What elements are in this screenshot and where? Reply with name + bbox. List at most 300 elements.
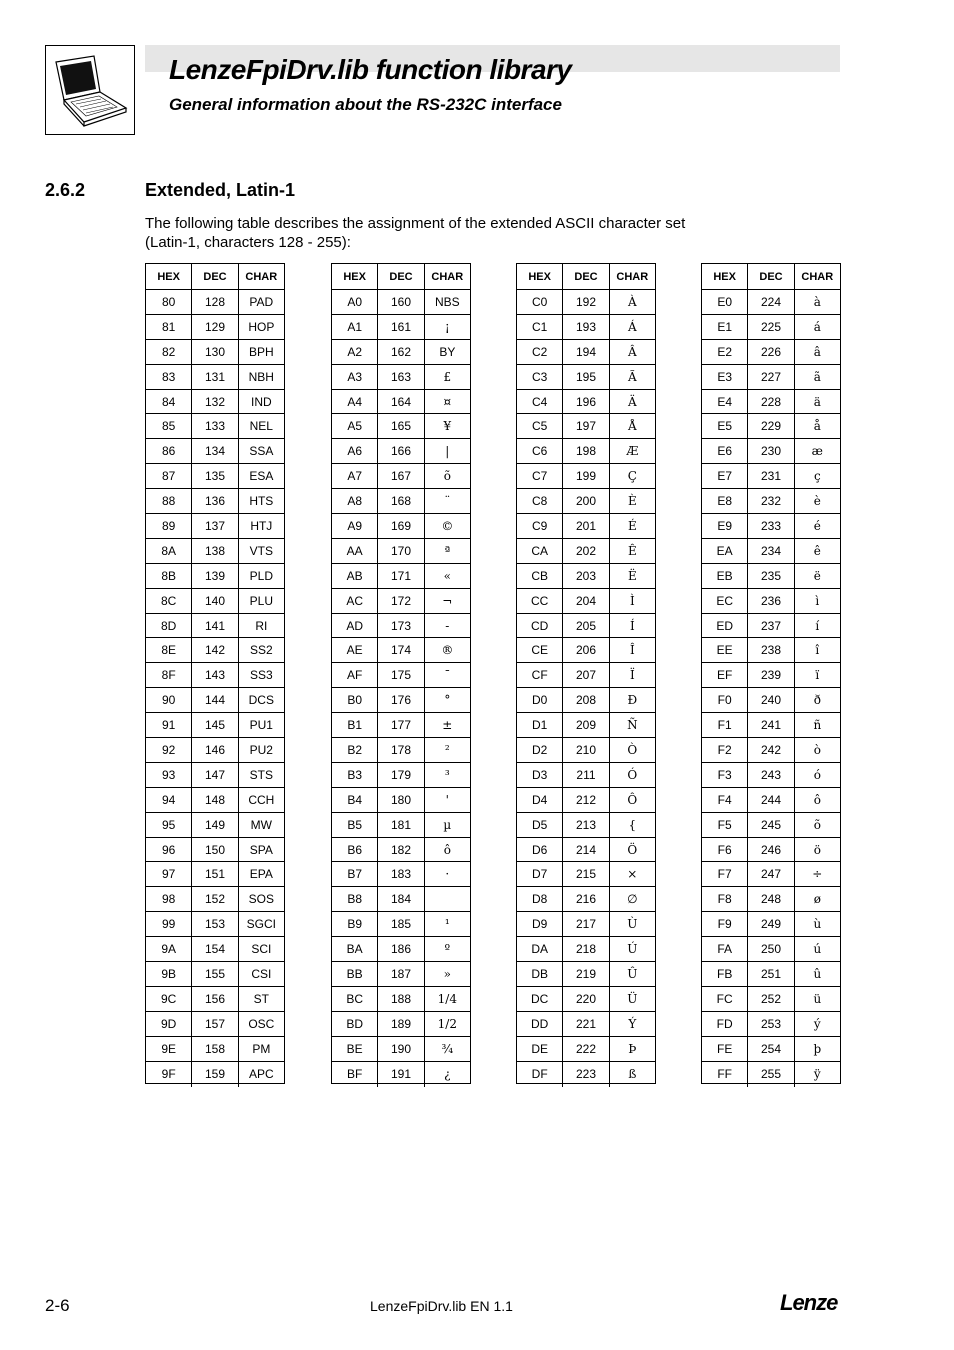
dec-cell: 232	[747, 489, 793, 513]
table-row	[332, 713, 470, 738]
hex-cell: B7	[347, 867, 362, 882]
char-cell: ¤	[424, 390, 470, 414]
hex-cell: FC	[716, 991, 733, 1006]
dec-cell: 206	[562, 638, 608, 662]
char-cell: ý	[794, 1012, 840, 1036]
dec-cell: 162	[377, 340, 423, 364]
dec-cell: 255	[747, 1062, 793, 1087]
table-row	[517, 813, 655, 838]
char-cell: ÷	[794, 862, 840, 886]
hex-cell: F4	[717, 792, 732, 807]
table-row	[146, 987, 284, 1012]
hex-cell: F6	[717, 842, 732, 857]
char-cell: Í	[609, 614, 655, 638]
char-cell: í	[794, 614, 840, 638]
table-row	[146, 688, 284, 713]
table-row	[332, 414, 470, 439]
hex-cell: B2	[347, 742, 362, 757]
hex-cell: 9F	[161, 1067, 176, 1082]
dec-cell: 151	[191, 862, 237, 886]
hex-cell: EC	[716, 593, 733, 608]
char-cell: Ö	[609, 838, 655, 862]
hex-cell: CE	[531, 643, 548, 658]
dec-cell: 234	[747, 539, 793, 563]
table-row	[146, 813, 284, 838]
char-cell: HTS	[238, 489, 284, 513]
dec-cell: 218	[562, 937, 608, 961]
dec-cell: 195	[562, 365, 608, 389]
hex-cell: 8A	[161, 543, 176, 558]
hex-cell: FB	[716, 966, 733, 981]
dec-cell: 194	[562, 340, 608, 364]
char-cell: ±	[424, 713, 470, 737]
dec-cell: 236	[747, 589, 793, 613]
table-row	[146, 414, 284, 439]
char-cell: Ô	[609, 788, 655, 812]
table-row	[146, 464, 284, 489]
dec-cell: 208	[562, 688, 608, 712]
dec-cell: 215	[562, 862, 608, 886]
hex-cell: AE	[346, 643, 363, 658]
table-row	[332, 390, 470, 415]
dec-cell: 185	[377, 912, 423, 936]
table-row	[702, 514, 840, 539]
hex-cell: FF	[717, 1067, 732, 1082]
hex-cell: B5	[347, 817, 362, 832]
hex-cell: BC	[346, 991, 363, 1006]
dec-cell: 154	[191, 937, 237, 961]
table-row	[332, 987, 470, 1012]
dec-cell: 141	[191, 614, 237, 638]
table-row	[146, 439, 284, 464]
table-row	[332, 365, 470, 390]
hex-cell: E0	[717, 294, 732, 309]
column-header: CHAR	[609, 264, 655, 289]
table-row	[332, 937, 470, 962]
hex-cell: A1	[347, 319, 362, 334]
hex-cell: 9B	[161, 966, 176, 981]
table-row	[702, 489, 840, 514]
table-row	[517, 887, 655, 912]
dec-cell: 243	[747, 763, 793, 787]
hex-cell: D3	[531, 767, 548, 782]
char-cell: Ï	[609, 663, 655, 687]
dec-cell: 167	[377, 464, 423, 488]
table-row	[332, 912, 470, 937]
hex-cell: 87	[161, 469, 176, 484]
table-row	[702, 962, 840, 987]
hex-cell: D9	[531, 917, 548, 932]
char-cell: »	[424, 962, 470, 986]
dec-cell: 246	[747, 838, 793, 862]
dec-cell: 199	[562, 464, 608, 488]
hex-cell: EF	[716, 668, 733, 683]
dec-cell: 144	[191, 688, 237, 712]
hex-cell: 85	[161, 419, 176, 434]
table-row	[702, 340, 840, 365]
char-cell: HOP	[238, 315, 284, 339]
column-header: HEX	[157, 270, 180, 283]
char-cell: É	[609, 514, 655, 538]
hex-cell: F7	[717, 867, 732, 882]
hex-cell: CC	[530, 593, 549, 608]
table-row	[517, 1037, 655, 1062]
dec-cell: 252	[747, 987, 793, 1011]
dec-cell: 190	[377, 1037, 423, 1061]
hex-cell: B8	[347, 892, 362, 907]
char-cell: è	[794, 489, 840, 513]
hex-cell: AD	[346, 618, 363, 633]
hex-cell: 9A	[161, 942, 176, 957]
dec-cell: 247	[747, 862, 793, 886]
hex-cell: BE	[346, 1041, 363, 1056]
brand-logo: Lenze	[780, 1290, 838, 1315]
hex-cell: F3	[717, 767, 732, 782]
hex-cell: F1	[717, 718, 732, 733]
char-cell: ö	[794, 838, 840, 862]
table-row	[146, 315, 284, 340]
table-row	[517, 962, 655, 987]
table-row	[517, 788, 655, 813]
hex-cell: F2	[717, 742, 732, 757]
dec-cell: 223	[562, 1062, 608, 1087]
table-row	[146, 1012, 284, 1037]
hex-cell: DA	[531, 942, 548, 957]
hex-cell: C0	[531, 294, 548, 309]
hex-cell: 8C	[160, 593, 177, 608]
char-cell: ∅	[609, 887, 655, 911]
column-header: DEC	[747, 264, 793, 289]
dec-cell: 249	[747, 912, 793, 936]
table-row	[146, 663, 284, 688]
table-row	[702, 813, 840, 838]
hex-cell: BF	[346, 1067, 363, 1082]
char-cell: BPH	[238, 340, 284, 364]
table-row	[332, 489, 470, 514]
char-cell: PU1	[238, 713, 284, 737]
table-row	[517, 738, 655, 763]
table-row	[146, 539, 284, 564]
dec-cell: 202	[562, 539, 608, 563]
dec-cell: 209	[562, 713, 608, 737]
intro-line: (Latin-1, characters 128 - 255):	[145, 234, 351, 251]
char-cell: BY	[424, 340, 470, 364]
dec-cell: 145	[191, 713, 237, 737]
dec-cell: 128	[191, 290, 237, 314]
char-cell: õ	[424, 464, 470, 488]
dec-cell: 163	[377, 365, 423, 389]
table-row	[332, 962, 470, 987]
hex-cell: 88	[161, 494, 176, 509]
char-cell: ¥	[424, 414, 470, 438]
dec-cell: 233	[747, 514, 793, 538]
dec-cell: 180	[377, 788, 423, 812]
hex-cell: E5	[717, 419, 732, 434]
char-cell: Ç	[609, 464, 655, 488]
table-row	[332, 539, 470, 564]
table-row	[702, 365, 840, 390]
char-cell: SCI	[238, 937, 284, 961]
table-row	[517, 539, 655, 564]
table-row	[332, 290, 470, 315]
table-header-row	[517, 264, 655, 290]
table-row	[517, 1062, 655, 1087]
dec-cell: 183	[377, 862, 423, 886]
section-number: 2.6.2	[45, 180, 86, 200]
table-row	[702, 862, 840, 887]
latin1-table	[145, 263, 841, 1084]
dec-cell: 173	[377, 614, 423, 638]
char-cell: NBH	[238, 365, 284, 389]
dec-cell: 224	[747, 290, 793, 314]
char-cell: Þ	[609, 1037, 655, 1061]
char-cell: Ñ	[609, 713, 655, 737]
hex-cell: D5	[531, 817, 548, 832]
hex-cell: DF	[531, 1067, 548, 1082]
hex-cell: 9E	[161, 1041, 176, 1056]
dec-cell: 161	[377, 315, 423, 339]
table-row	[146, 390, 284, 415]
char-cell: ²	[424, 738, 470, 762]
table-row	[146, 788, 284, 813]
char-cell: HTJ	[238, 514, 284, 538]
hex-cell: 9D	[160, 1016, 177, 1031]
hex-cell: A2	[347, 344, 362, 359]
dec-cell: 165	[377, 414, 423, 438]
column-header: HEX	[528, 270, 551, 283]
char-cell: Ã	[609, 365, 655, 389]
char-cell: SOS	[238, 887, 284, 911]
char-cell: RI	[238, 614, 284, 638]
table-row	[332, 663, 470, 688]
table-row	[146, 1062, 284, 1087]
table-row	[332, 589, 470, 614]
dec-cell: 248	[747, 887, 793, 911]
dec-cell: 231	[747, 464, 793, 488]
table-row	[702, 439, 840, 464]
char-cell: ®	[424, 638, 470, 662]
hex-cell: C5	[531, 419, 548, 434]
column-header: CHAR	[238, 264, 284, 289]
char-cell: Ð	[609, 688, 655, 712]
char-cell: Â	[609, 340, 655, 364]
table-row	[146, 862, 284, 887]
char-cell: APC	[238, 1062, 284, 1087]
dec-cell: 148	[191, 788, 237, 812]
table-row	[332, 688, 470, 713]
dec-cell: 197	[562, 414, 608, 438]
hex-cell: A8	[347, 494, 362, 509]
hex-cell: C9	[531, 518, 548, 533]
hex-cell: A0	[347, 294, 362, 309]
hex-cell: A6	[347, 444, 362, 459]
table-row	[517, 365, 655, 390]
dec-cell: 227	[747, 365, 793, 389]
dec-cell: 212	[562, 788, 608, 812]
char-cell: ò	[794, 738, 840, 762]
table-row	[332, 887, 470, 912]
dec-cell: 160	[377, 290, 423, 314]
hex-cell: 89	[161, 518, 176, 533]
hex-cell: E2	[717, 344, 732, 359]
hex-cell: 8D	[160, 618, 177, 633]
char-cell: ä	[794, 390, 840, 414]
table-row	[146, 763, 284, 788]
dec-cell: 207	[562, 663, 608, 687]
char-cell: -	[424, 614, 470, 638]
table-row	[332, 464, 470, 489]
table-row	[146, 365, 284, 390]
char-cell: ì	[794, 589, 840, 613]
dec-cell: 171	[377, 564, 423, 588]
char-cell: {	[609, 813, 655, 837]
char-cell: PLU	[238, 589, 284, 613]
char-cell: SS2	[238, 638, 284, 662]
dec-cell: 192	[562, 290, 608, 314]
hex-cell: 93	[161, 767, 176, 782]
char-cell: CCH	[238, 788, 284, 812]
char-cell: ô	[794, 788, 840, 812]
hex-cell: CA	[531, 543, 548, 558]
hex-cell: E3	[717, 369, 732, 384]
table-row	[517, 638, 655, 663]
dec-cell: 238	[747, 638, 793, 662]
table-row	[702, 987, 840, 1012]
char-cell: SPA	[238, 838, 284, 862]
hex-cell: 94	[161, 792, 176, 807]
hex-cell: 8B	[161, 568, 176, 583]
table-row	[146, 589, 284, 614]
char-cell: á	[794, 315, 840, 339]
dec-cell: 205	[562, 614, 608, 638]
table-row	[332, 564, 470, 589]
hex-cell: 97	[161, 867, 176, 882]
table-row	[702, 1037, 840, 1062]
table-row	[702, 912, 840, 937]
char-cell: ¹	[424, 912, 470, 936]
intro-paragraph	[145, 214, 785, 252]
dec-cell: 150	[191, 838, 237, 862]
char-cell: µ	[424, 813, 470, 837]
dec-cell: 140	[191, 589, 237, 613]
hex-cell: E9	[717, 518, 732, 533]
table-row	[332, 1037, 470, 1062]
char-cell: ¬	[424, 589, 470, 613]
char-cell: ×	[609, 862, 655, 886]
table-row	[146, 962, 284, 987]
table-row	[332, 638, 470, 663]
column-header: CHAR	[794, 264, 840, 289]
char-cell: é	[794, 514, 840, 538]
char-cell: È	[609, 489, 655, 513]
char-cell: Ò	[609, 738, 655, 762]
table-row	[517, 912, 655, 937]
char-cell: PU2	[238, 738, 284, 762]
dec-cell: 220	[562, 987, 608, 1011]
dec-cell: 146	[191, 738, 237, 762]
hex-cell: 90	[161, 693, 176, 708]
hex-cell: A4	[347, 394, 362, 409]
hex-cell: FE	[716, 1041, 733, 1056]
char-cell: «	[424, 564, 470, 588]
char-cell: ß	[609, 1062, 655, 1087]
hex-cell: B0	[347, 693, 362, 708]
dec-cell: 156	[191, 987, 237, 1011]
dec-cell: 175	[377, 663, 423, 687]
char-cell: ü	[794, 987, 840, 1011]
char-cell: ã	[794, 365, 840, 389]
table-row	[332, 763, 470, 788]
char-cell: ç	[794, 464, 840, 488]
table-row	[517, 439, 655, 464]
dec-cell: 250	[747, 937, 793, 961]
char-cell: EPA	[238, 862, 284, 886]
hex-cell: 81	[161, 319, 176, 334]
char-cell: â	[794, 340, 840, 364]
char-cell: OSC	[238, 1012, 284, 1036]
char-cell: û	[794, 962, 840, 986]
hex-cell: 98	[161, 892, 176, 907]
hex-cell: E6	[717, 444, 732, 459]
char-cell: IND	[238, 390, 284, 414]
table-row	[332, 813, 470, 838]
hex-cell: 92	[161, 742, 176, 757]
dec-cell: 147	[191, 763, 237, 787]
char-cell: PLD	[238, 564, 284, 588]
dec-cell: 240	[747, 688, 793, 712]
char-cell: Ü	[609, 987, 655, 1011]
hex-cell: DB	[531, 966, 548, 981]
dec-cell: 188	[377, 987, 423, 1011]
char-cell: ð	[794, 688, 840, 712]
hex-cell: B9	[347, 917, 362, 932]
hex-cell: A3	[347, 369, 362, 384]
table-row	[146, 564, 284, 589]
dec-cell: 237	[747, 614, 793, 638]
char-cell: Ê	[609, 539, 655, 563]
dec-cell: 130	[191, 340, 237, 364]
hex-cell: C1	[531, 319, 548, 334]
dec-cell: 193	[562, 315, 608, 339]
hex-cell: D6	[531, 842, 548, 857]
hex-cell: F8	[717, 892, 732, 907]
dec-cell: 152	[191, 887, 237, 911]
char-cell: Ó	[609, 763, 655, 787]
dec-cell: 176	[377, 688, 423, 712]
char-cell: å	[794, 414, 840, 438]
table-row	[517, 937, 655, 962]
table-header-row	[332, 264, 470, 290]
dec-cell: 169	[377, 514, 423, 538]
table-row	[702, 763, 840, 788]
table-group	[701, 263, 841, 1084]
hex-cell: E8	[717, 494, 732, 509]
column-header: DEC	[562, 264, 608, 289]
hex-cell: DC	[530, 991, 549, 1006]
char-cell: ù	[794, 912, 840, 936]
char-cell: Ë	[609, 564, 655, 588]
dec-cell: 254	[747, 1037, 793, 1061]
hex-cell: C4	[531, 394, 548, 409]
hex-cell: 95	[161, 817, 176, 832]
char-cell: ¨	[424, 489, 470, 513]
hex-cell: CB	[531, 568, 548, 583]
hex-cell: 82	[161, 344, 176, 359]
dec-cell: 191	[377, 1062, 423, 1087]
char-cell: MW	[238, 813, 284, 837]
char-cell: ÿ	[794, 1062, 840, 1087]
char-cell: ST	[238, 987, 284, 1011]
